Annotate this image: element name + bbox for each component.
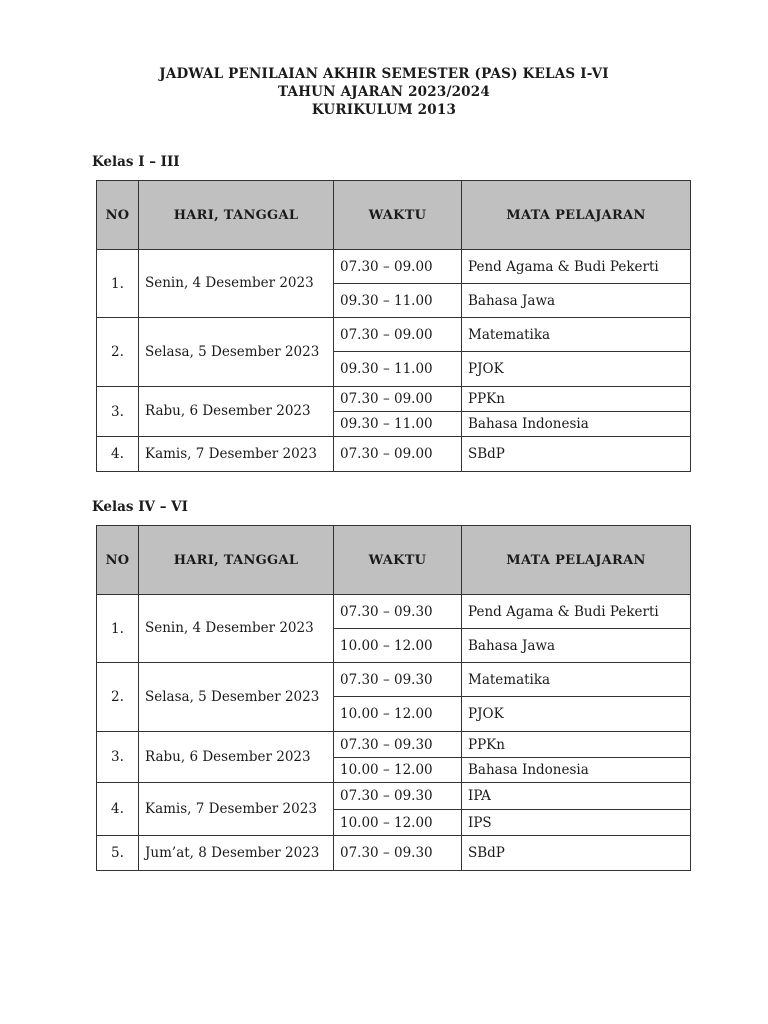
schedule-table-kelas-1-3 (96, 180, 691, 472)
time-cell: 10.00 – 12.00 (334, 629, 462, 663)
table-header-row (97, 526, 691, 595)
time-cell: 10.00 – 12.00 (334, 810, 462, 836)
day-date-cell: Kamis, 7 Desember 2023 (139, 437, 334, 472)
subject-cell: PJOK (462, 352, 691, 387)
day-date-cell: Rabu, 6 Desember 2023 (139, 732, 334, 783)
time-cell: 07.30 – 09.00 (334, 437, 462, 472)
row-number: 3. (97, 732, 139, 783)
day-date-cell: Selasa, 5 Desember 2023 (139, 318, 334, 387)
title-line-3: KURIKULUM 2013 (311, 102, 457, 118)
table-row (97, 318, 691, 352)
time-cell: 09.30 – 11.00 (334, 412, 462, 437)
subject-cell: SBdP (462, 437, 691, 472)
subject-cell: Matematika (462, 318, 691, 352)
table-row (97, 732, 691, 758)
header-day-date: HARI, TANGGAL (139, 526, 334, 595)
subject-cell: Bahasa Indonesia (462, 758, 691, 783)
time-cell: 07.30 – 09.00 (334, 250, 462, 284)
header-no: NO (97, 526, 139, 595)
time-cell: 07.30 – 09.30 (334, 595, 462, 629)
subject-cell: Bahasa Indonesia (462, 412, 691, 437)
subject-cell: PPKn (462, 732, 691, 758)
subject-cell: IPS (462, 810, 691, 836)
row-number: 5. (97, 836, 139, 871)
subject-cell: PJOK (462, 697, 691, 732)
subject-cell: IPA (462, 783, 691, 810)
subject-cell: Bahasa Jawa (462, 284, 691, 318)
day-date-cell: Senin, 4 Desember 2023 (139, 250, 334, 318)
header-no: NO (97, 181, 139, 250)
row-number: 4. (97, 437, 139, 472)
row-number: 1. (97, 250, 139, 318)
subject-cell: Bahasa Jawa (462, 629, 691, 663)
row-number: 2. (97, 318, 139, 387)
time-cell: 09.30 – 11.00 (334, 352, 462, 387)
time-cell: 07.30 – 09.30 (334, 783, 462, 810)
table-row (97, 783, 691, 810)
day-date-cell: Senin, 4 Desember 2023 (139, 595, 334, 663)
time-cell: 09.30 – 11.00 (334, 284, 462, 318)
time-cell: 07.30 – 09.00 (334, 387, 462, 412)
header-day-date: HARI, TANGGAL (139, 181, 334, 250)
day-date-cell: Rabu, 6 Desember 2023 (139, 387, 334, 437)
day-date-cell: Selasa, 5 Desember 2023 (139, 663, 334, 732)
header-subject: MATA PELAJARAN (462, 181, 691, 250)
row-number: 3. (97, 387, 139, 437)
row-number: 4. (97, 783, 139, 836)
subject-cell: SBdP (462, 836, 691, 871)
time-cell: 07.30 – 09.30 (334, 836, 462, 871)
table-header-row (97, 181, 691, 250)
subject-cell: Matematika (462, 663, 691, 697)
header-time: WAKTU (334, 181, 462, 250)
document-title (0, 65, 768, 119)
day-date-cell: Kamis, 7 Desember 2023 (139, 783, 334, 836)
section-label-kelas-4-6: Kelas IV – VI (92, 499, 188, 515)
title-line-1: JADWAL PENILAIAN AKHIR SEMESTER (PAS) KELAS I-VI (159, 66, 609, 82)
table-row (97, 250, 691, 284)
day-date-cell: Jum’at, 8 Desember 2023 (139, 836, 334, 871)
schedule-table-kelas-4-6 (96, 525, 691, 871)
table-row (97, 437, 691, 472)
subject-cell: PPKn (462, 387, 691, 412)
header-time: WAKTU (334, 526, 462, 595)
time-cell: 10.00 – 12.00 (334, 697, 462, 732)
subject-cell: Pend Agama & Budi Pekerti (462, 595, 691, 629)
section-label-kelas-1-3: Kelas I – III (92, 154, 180, 170)
time-cell: 07.30 – 09.30 (334, 732, 462, 758)
table-row (97, 595, 691, 629)
row-number: 1. (97, 595, 139, 663)
title-line-2: TAHUN AJARAN 2023/2024 (278, 84, 490, 100)
table-row (97, 836, 691, 871)
row-number: 2. (97, 663, 139, 732)
table-row (97, 663, 691, 697)
table-row (97, 387, 691, 412)
time-cell: 10.00 – 12.00 (334, 758, 462, 783)
header-subject: MATA PELAJARAN (462, 526, 691, 595)
subject-cell: Pend Agama & Budi Pekerti (462, 250, 691, 284)
time-cell: 07.30 – 09.30 (334, 663, 462, 697)
time-cell: 07.30 – 09.00 (334, 318, 462, 352)
